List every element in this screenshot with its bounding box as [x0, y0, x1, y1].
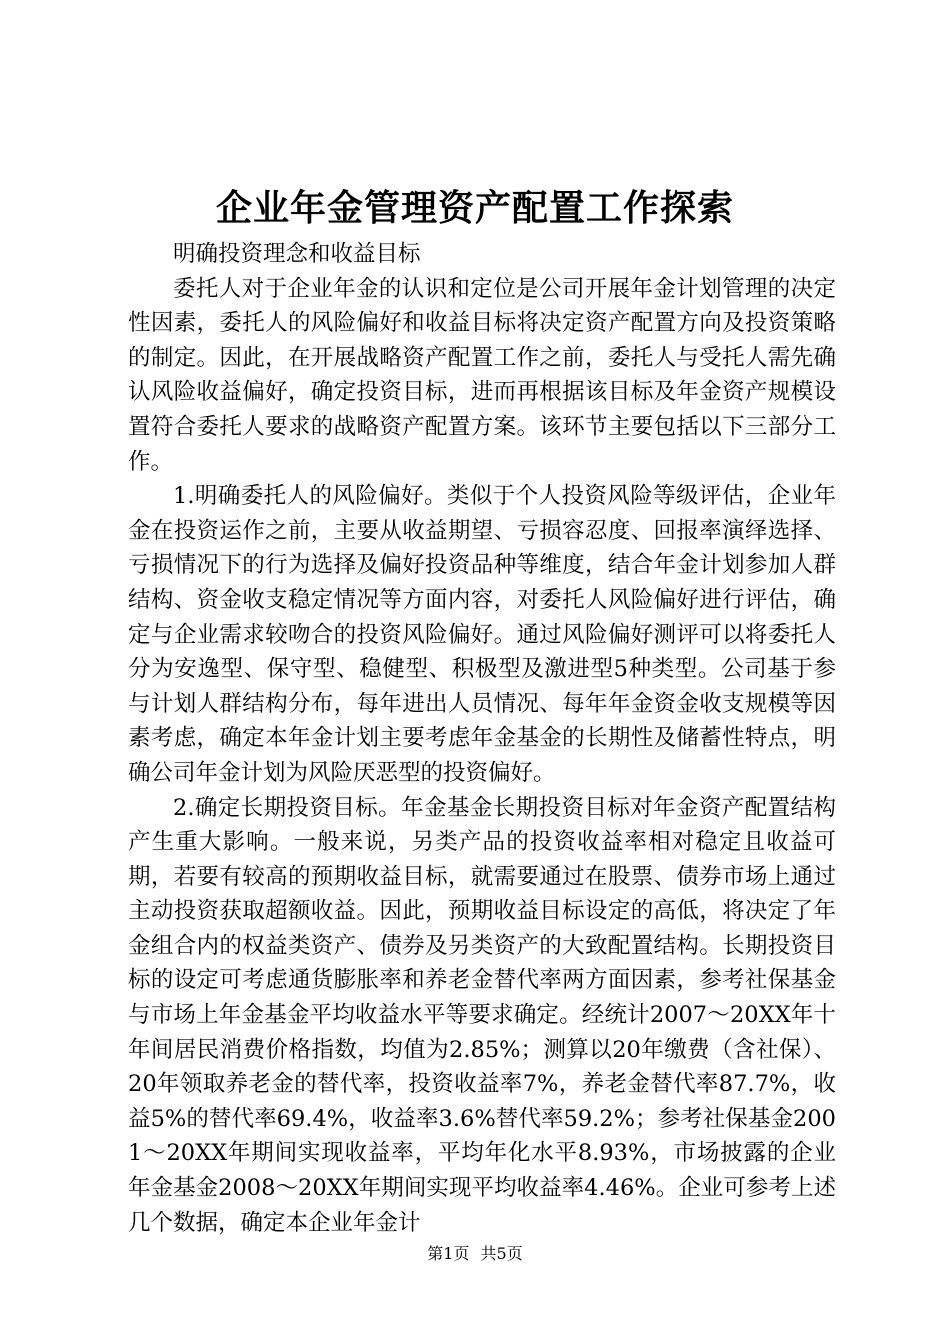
page-footer	[0, 1244, 950, 1264]
page-total: 共5页	[480, 1244, 523, 1263]
page-number: 第1页	[427, 1244, 470, 1263]
document-body	[128, 237, 836, 1240]
body-paragraph: 1.明确委托人的风险偏好。类似于个人投资风险等级评估，企业年金在投资运作之前，主要从收益期望、亏损容忍度、回报率演绎选择、亏损情况下的行为选择及偏好投资品种等维度，结合年金计划参加人群结构、资金收支稳定情况等方面内容，对委托人风险偏好进行评估，确定与企业需求较吻合的投资风险偏好。通过风险偏好测评可以将委托人分为安逸型、保守型、稳健型、积极型及激进型5种类型。公司基于参与计划人群结构分布，每年进出人员情况、每年年金资金收支规模等因素考虑，确定本年金计划主要考虑年金基金的长期性及储蓄性特点，明确公司年金计划为风险厌恶型的投资偏好。	[128, 483, 836, 786]
body-paragraph: 2.确定长期投资目标。年金基金长期投资目标对年金资产配置结构产生重大影响。一般来说，另类产品的投资收益率相对稳定且收益可期，若要有较高的预期收益目标，就需要通过在股票、债券市场上通过主动投资获取超额收益。因此，预期收益目标设定的高低，将决定了年金组合内的权益类资产、债券及另类资产的大致配置结构。长期投资目标的设定可考虑通货膨胀率和养老金替代率两方面因素，参考社保基金与市场上年金基金平均收益水平等要求确定。经统计2007～20XX年十年间居民消费价格指数，均值为2.85%；测算以20年缴费（含社保）、20年领取养老金的替代率，投资收益率7%，养老金替代率87.7%，收益5%的替代率69.4%，收益率3.6%替代率59.2%；参考社保基金2001～20XX年期间实现收益率，平均年化水平8.93%，市场披露的企业年金基金2008～20XX年期间实现平均收益率4.46%。企业可参考上述几个数据，确定本企业年金计	[128, 794, 836, 1236]
section-heading: 明确投资理念和收益目标	[173, 241, 421, 267]
body-paragraph: 委托人对于企业年金的认识和定位是公司开展年金计划管理的决定性因素，委托人的风险偏好和收益目标将决定资产配置方向及投资策略的制定。因此，在开展战略资产配置工作之前，委托人与受托人需先确认风险收益偏好，确定投资目标，进而再根据该目标及年金资产规模设置符合委托人要求的战略资产配置方案。该环节主要包括以下三部分工作。	[128, 275, 836, 475]
document-title: 企业年金管理资产配置工作探索	[215, 187, 734, 229]
